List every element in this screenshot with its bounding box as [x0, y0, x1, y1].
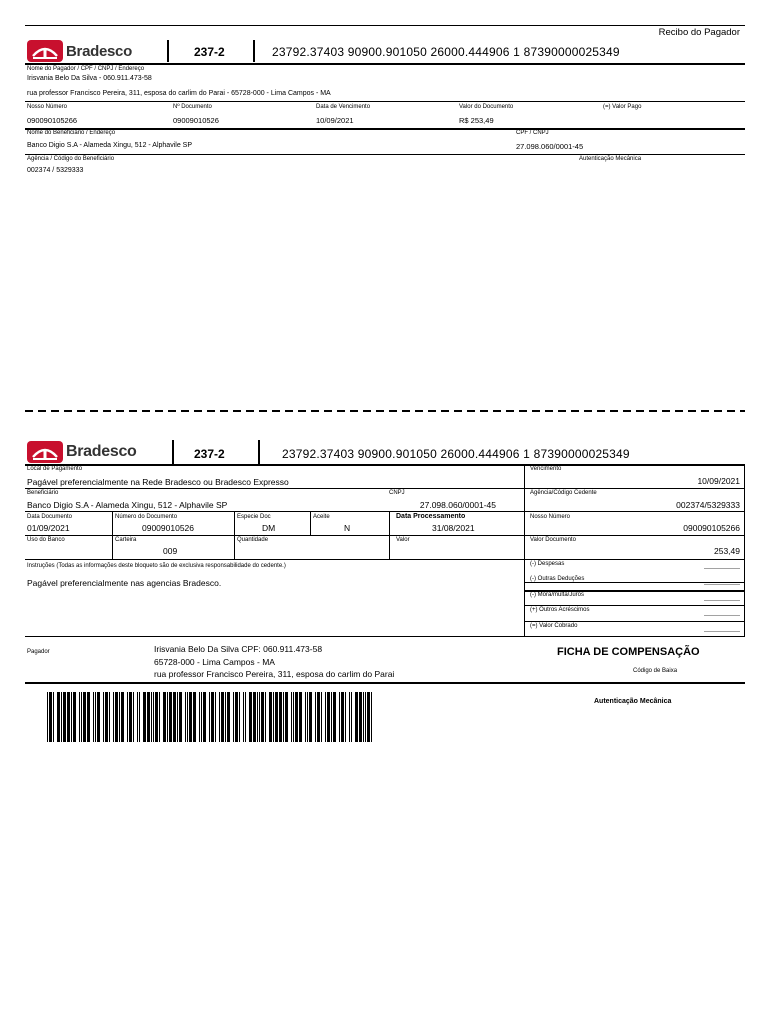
barcode-bar	[293, 692, 294, 742]
barcode-bar	[189, 692, 192, 742]
barcode-bar	[299, 692, 302, 742]
receipt-title: Recibo do Pagador	[658, 27, 740, 38]
barcode-bar	[341, 692, 344, 742]
barcode-bar	[53, 692, 54, 742]
pagador-label: Pagador	[27, 649, 50, 655]
payer-label: Nome do Pagador / CPF / CNPJ / Endereço	[27, 66, 145, 72]
barcode-bar	[173, 692, 176, 742]
beneficiario-label: Nome do Beneficiário / Endereço	[27, 130, 116, 136]
pagador-line3: rua professor Francisco Pereira, 311, esposa do carlim do Parai	[154, 669, 395, 679]
especie-doc-label: Especie Doc	[237, 514, 271, 520]
deducoes-label: (-) Outras Deduções	[530, 576, 585, 582]
barcode-bar	[95, 692, 96, 742]
valor-label: Valor do Documento	[459, 104, 514, 110]
agencia: 002374/5329333	[676, 500, 740, 510]
barcode-bar	[259, 692, 260, 742]
barcode-bar	[121, 692, 124, 742]
valor-pago-label: (=) Valor Pago	[603, 104, 642, 110]
especie-doc: DM	[262, 523, 276, 533]
barcode-bar	[177, 692, 178, 742]
barcode-bar	[325, 692, 326, 742]
bank-code: 237-2	[194, 447, 225, 461]
barcode-bar	[239, 692, 240, 742]
aceite: N	[344, 523, 351, 533]
barcode-bar	[261, 692, 264, 742]
barcode-bar	[249, 692, 252, 742]
barcode-bar	[167, 692, 168, 742]
local-pagamento: Pagável preferencialmente na Rede Bradesco ou Bradesco Expresso	[27, 477, 289, 487]
pagador-line1: Irisvania Belo Da Silva CPF: 060.911.473-58	[154, 644, 323, 654]
barcode-bar	[203, 692, 206, 742]
barcode-bar	[257, 692, 258, 742]
barcode-bar	[215, 692, 216, 742]
nosso-numero-label: Nosso Número	[530, 514, 571, 520]
barcode-bar	[315, 692, 316, 742]
barcode-bar	[153, 692, 154, 742]
barcode-bar	[269, 692, 272, 742]
ficha-title: FICHA DE COMPENSAÇÃO	[557, 646, 700, 658]
beneficiario: Banco Digio S.A - Alameda Xingu, 512 - Alphavile SP	[27, 142, 192, 149]
vencimento-label: Vencimento	[530, 466, 562, 472]
barcode-bar	[321, 692, 322, 742]
barcode-bar	[367, 692, 370, 742]
barcode-bar	[87, 692, 90, 742]
barcode-bar	[49, 692, 52, 742]
barcode-bar	[339, 692, 340, 742]
instrucoes-label: Instruções (Todas as informações deste bloqueto são de exclusiva responsabilidade do cedente.)	[27, 563, 286, 569]
autenticacao-mecanica: Autenticação Mecânica	[594, 698, 672, 705]
barcode-bar	[159, 692, 160, 742]
payer-name: Irisvania Belo Da Silva - 060.911.473-58	[27, 75, 152, 82]
barcode-bar	[129, 692, 132, 742]
barcode-bar	[351, 692, 352, 742]
cnpj-label: CPF / CNPJ	[516, 130, 549, 136]
barcode-bar	[61, 692, 62, 742]
barcode-bar	[305, 692, 306, 742]
num-doc: 09009010526	[142, 523, 195, 533]
quantidade-label: Quantidade	[237, 537, 269, 543]
barcode-bar	[273, 692, 274, 742]
autenticacao-label: Autenticação Mecânica	[579, 156, 642, 162]
digitable-line: 23792.37403 90900.901050 26000.444906 1 87390000025349	[272, 45, 620, 59]
mora-label: (-) Mora/multa/Juros	[530, 592, 585, 598]
despesas-value: ------------------	[704, 566, 740, 572]
barcode-bar	[67, 692, 70, 742]
barcode-bar	[219, 692, 220, 742]
barcode-bar	[265, 692, 266, 742]
barcode-bar	[97, 692, 100, 742]
bank-code: 237-2	[194, 45, 225, 59]
barcode-bar	[119, 692, 120, 742]
barcode-bar	[163, 692, 166, 742]
data-proc-label: Data Processamento	[396, 513, 466, 520]
barcode-bar	[333, 692, 336, 742]
carteira-label: Carteira	[115, 537, 137, 543]
barcode-bar	[139, 692, 140, 742]
cut-line	[25, 410, 745, 412]
barcode-bar	[283, 692, 284, 742]
barcode-bar	[137, 692, 138, 742]
barcode-bar	[345, 692, 346, 742]
bradesco-logo-slip	[27, 441, 137, 463]
instrucoes: Pagável preferencialmente nas agencias Bradesco.	[27, 578, 222, 588]
barcode-bar	[83, 692, 86, 742]
barcode-bar	[201, 692, 202, 742]
payer-address: rua professor Francisco Pereira, 311, esposa do carlim do Parai - 65728-000 - Lima Campos - MA	[27, 90, 331, 97]
barcode-bar	[133, 692, 134, 742]
barcode-bar	[93, 692, 94, 742]
barcode-bar	[105, 692, 108, 742]
codigo-baixa: Código de Baixa	[633, 668, 678, 674]
valor: R$ 253,49	[459, 116, 494, 125]
barcode-bar	[115, 692, 118, 742]
nosso-numero: 090090105266	[683, 523, 740, 533]
barcode-bar	[193, 692, 196, 742]
data-proc: 31/08/2021	[432, 523, 475, 533]
acrescimos-label: (+) Outros Acréscimos	[530, 607, 590, 613]
local-label: Local de Pagamento	[27, 466, 83, 472]
barcode-bar	[295, 692, 298, 742]
barcode-bar	[355, 692, 358, 742]
carteira: 009	[163, 546, 178, 556]
bradesco-tree-icon	[27, 40, 63, 62]
barcode-bar	[331, 692, 332, 742]
barcode-bar	[245, 692, 246, 742]
barcode-bar	[349, 692, 350, 742]
barcode-bar	[47, 692, 48, 742]
barcode-bar	[185, 692, 186, 742]
valor-label: Valor	[396, 537, 410, 543]
documento: 09009010526	[173, 116, 219, 125]
vencimento: 10/09/2021	[316, 116, 354, 125]
barcode-bar	[309, 692, 312, 742]
barcode-bar	[209, 692, 210, 742]
cobrado-value: ------------------	[704, 629, 740, 635]
barcode-bar	[109, 692, 110, 742]
barcode-bar	[73, 692, 76, 742]
barcode-bar	[363, 692, 364, 742]
agencia-label: Agência/Código Cedente	[530, 490, 597, 496]
agencia: 002374 / 5329333	[27, 167, 84, 174]
barcode-bar	[243, 692, 244, 742]
cnpj-label: CNPJ	[389, 490, 405, 496]
beneficiario-label: Beneficiário	[27, 490, 59, 496]
aceite-label: Aceite	[313, 514, 330, 520]
nosso-numero-label: Nosso Número	[27, 104, 68, 110]
barcode-bar	[143, 692, 146, 742]
barcode-bar	[327, 692, 330, 742]
beneficiario: Banco Digio S.A - Alameda Xingu, 512 - Alphavile SP	[27, 500, 228, 510]
barcode-bar	[103, 692, 104, 742]
barcode-bar	[365, 692, 366, 742]
pagador-line2: 65728-000 - Lima Campos - MA	[154, 657, 275, 667]
barcode-bar	[147, 692, 150, 742]
valor-doc-label: Valor Documento	[530, 537, 576, 543]
uso-banco-label: Uso do Banco	[27, 537, 65, 543]
mora-value: ------------------	[704, 598, 740, 604]
valor-doc: 253,49	[714, 546, 740, 556]
bradesco-logo	[27, 40, 132, 62]
data-doc-label: Data Documento	[27, 514, 73, 520]
vencimento-label: Data de Vencimento	[316, 104, 371, 110]
despesas-label: (-) Despesas	[530, 561, 565, 567]
barcode-bar	[221, 692, 224, 742]
barcode-bar	[199, 692, 200, 742]
barcode-bar	[57, 692, 60, 742]
barcode-bar	[359, 692, 362, 742]
barcode-bar	[233, 692, 234, 742]
agencia-label: Agência / Código do Beneficiário	[27, 156, 115, 162]
num-doc-label: Número do Documento	[115, 514, 178, 520]
barcode-bar	[307, 692, 308, 742]
barcode-bar	[179, 692, 182, 742]
barcode-bar	[279, 692, 282, 742]
bradesco-tree-icon	[27, 441, 63, 463]
cnpj: 27.098.060/0001-45	[516, 142, 584, 151]
barcode-bar	[253, 692, 256, 742]
barcode-bar	[81, 692, 82, 742]
bank-name: Bradesco	[66, 42, 132, 60]
barcode-bar	[113, 692, 114, 742]
cobrado-label: (=) Valor Cobrado	[530, 623, 578, 629]
barcode-bar	[63, 692, 66, 742]
barcode-bar	[225, 692, 226, 742]
acrescimos-value: ------------------	[704, 613, 740, 619]
barcode-bar	[187, 692, 188, 742]
barcode-bar	[235, 692, 238, 742]
documento-label: Nº Documento	[173, 104, 212, 110]
barcode	[47, 692, 373, 742]
barcode-bar	[317, 692, 320, 742]
barcode-bar	[285, 692, 288, 742]
barcode-bar	[291, 692, 292, 742]
barcode-bar	[211, 692, 214, 742]
barcode-bar	[371, 692, 372, 742]
digitable-line: 23792.37403 90900.901050 26000.444906 1 87390000025349	[282, 447, 630, 461]
barcode-bar	[275, 692, 278, 742]
cnpj: 27.098.060/0001-45	[419, 500, 496, 510]
barcode-bar	[227, 692, 230, 742]
vencimento: 10/09/2021	[697, 476, 740, 486]
bank-name: Bradesco	[66, 443, 137, 460]
barcode-bar	[79, 692, 80, 742]
nosso-numero: 090090105266	[27, 116, 78, 125]
barcode-bar	[71, 692, 72, 742]
barcode-bar	[155, 692, 158, 742]
barcode-bar	[169, 692, 172, 742]
deducoes-value: ------------------	[704, 582, 740, 588]
barcode-bar	[151, 692, 152, 742]
barcode-bar	[127, 692, 128, 742]
data-doc: 01/09/2021	[27, 523, 70, 533]
